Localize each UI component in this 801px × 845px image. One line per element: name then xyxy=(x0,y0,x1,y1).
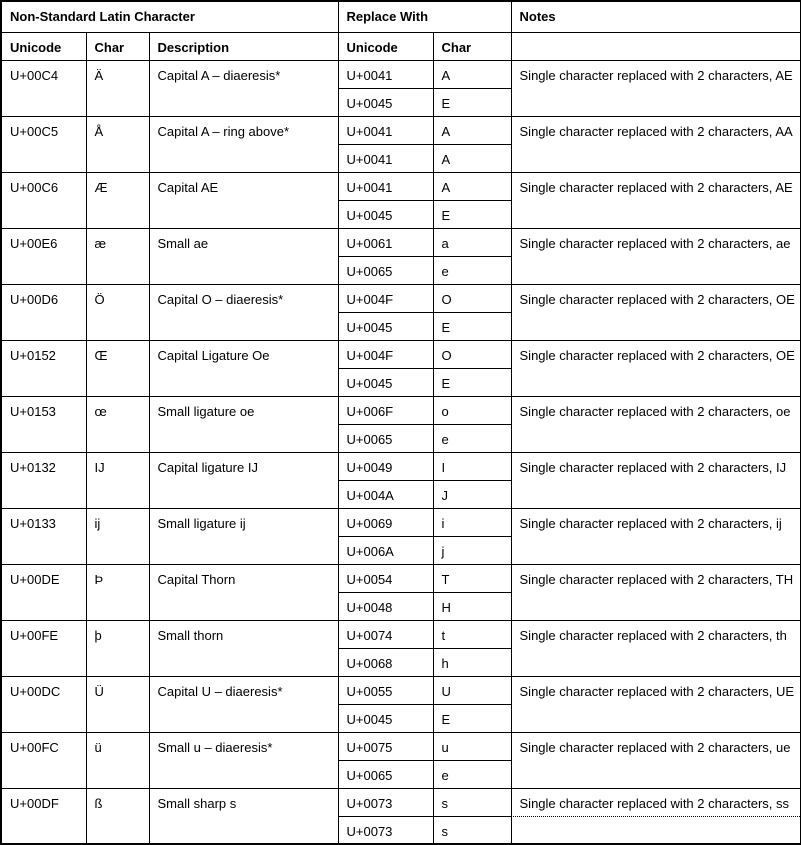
table-row xyxy=(1,396,801,424)
cell-notes: Single character replaced with 2 characters, ae xyxy=(511,228,801,284)
header-col-description: Description xyxy=(149,32,338,60)
cell-source-char: Å xyxy=(86,116,149,172)
cell-source-unicode: U+00FC xyxy=(1,732,86,788)
cell-source-char: Ä xyxy=(86,60,149,116)
header-col-char: Char xyxy=(86,32,149,60)
cell-description: Small thorn xyxy=(149,620,338,676)
table-row xyxy=(1,284,801,312)
cell-source-char: þ xyxy=(86,620,149,676)
cell-description: Capital Ligature Oe xyxy=(149,340,338,396)
cell-description: Small ligature ij xyxy=(149,508,338,564)
cell-notes: Single character replaced with 2 characters, ue xyxy=(511,732,801,788)
cell-description: Capital Thorn xyxy=(149,564,338,620)
cell-replace-unicode: U+004F xyxy=(338,340,433,368)
cell-source-unicode: U+00E6 xyxy=(1,228,86,284)
dotted-divider-line xyxy=(511,816,801,817)
cell-description: Capital A – diaeresis* xyxy=(149,60,338,116)
cell-description: Capital U – diaeresis* xyxy=(149,676,338,732)
cell-notes: Single character replaced with 2 characters, UE xyxy=(511,676,801,732)
cell-replace-char: o xyxy=(433,396,511,424)
cell-replace-unicode: U+0055 xyxy=(338,676,433,704)
cell-source-unicode: U+00C5 xyxy=(1,116,86,172)
cell-replace-unicode: U+0041 xyxy=(338,116,433,144)
cell-source-char: œ xyxy=(86,396,149,452)
cell-replace-char: T xyxy=(433,564,511,592)
table-row xyxy=(1,788,801,816)
cell-replace-unicode: U+0045 xyxy=(338,200,433,228)
header-group-nonstandard: Non-Standard Latin Character xyxy=(1,1,338,32)
table-row xyxy=(1,172,801,200)
cell-description: Capital A – ring above* xyxy=(149,116,338,172)
cell-replace-char: e xyxy=(433,760,511,788)
cell-description: Capital AE xyxy=(149,172,338,228)
cell-notes: Single character replaced with 2 characters, th xyxy=(511,620,801,676)
cell-replace-unicode: U+0073 xyxy=(338,816,433,844)
cell-replace-char: A xyxy=(433,60,511,88)
cell-replace-char: e xyxy=(433,256,511,284)
cell-replace-unicode: U+0065 xyxy=(338,256,433,284)
cell-replace-unicode: U+0069 xyxy=(338,508,433,536)
header-col-unicode: Unicode xyxy=(1,32,86,60)
table-row xyxy=(1,676,801,704)
cell-replace-unicode: U+0049 xyxy=(338,452,433,480)
cell-source-char: Ü xyxy=(86,676,149,732)
cell-replace-unicode: U+006F xyxy=(338,396,433,424)
header-notes-empty xyxy=(511,32,801,60)
cell-source-unicode: U+00C6 xyxy=(1,172,86,228)
cell-source-char: Ö xyxy=(86,284,149,340)
cell-replace-char: E xyxy=(433,312,511,340)
table-row xyxy=(1,452,801,480)
cell-source-unicode: U+00FE xyxy=(1,620,86,676)
cell-source-char: ß xyxy=(86,788,149,844)
cell-replace-char: a xyxy=(433,228,511,256)
cell-source-char: æ xyxy=(86,228,149,284)
cell-notes: Single character replaced with 2 characters, AA xyxy=(511,116,801,172)
cell-replace-unicode: U+0054 xyxy=(338,564,433,592)
table-body xyxy=(1,60,801,844)
cell-replace-unicode: U+0045 xyxy=(338,312,433,340)
cell-replace-char: t xyxy=(433,620,511,648)
cell-notes: Single character replaced with 2 characters, OE xyxy=(511,340,801,396)
cell-replace-unicode: U+0074 xyxy=(338,620,433,648)
cell-notes: Single character replaced with 2 characters, IJ xyxy=(511,452,801,508)
cell-source-char: IJ xyxy=(86,452,149,508)
cell-replace-char: i xyxy=(433,508,511,536)
cell-replace-unicode: U+0075 xyxy=(338,732,433,760)
cell-replace-unicode: U+0061 xyxy=(338,228,433,256)
table-row xyxy=(1,564,801,592)
header-group-replace-with: Replace With xyxy=(338,1,511,32)
cell-replace-unicode: U+0048 xyxy=(338,592,433,620)
cell-source-unicode: U+00DC xyxy=(1,676,86,732)
cell-replace-unicode: U+004F xyxy=(338,284,433,312)
cell-replace-char: E xyxy=(433,368,511,396)
cell-replace-char: h xyxy=(433,648,511,676)
cell-description: Small sharp s xyxy=(149,788,338,844)
cell-source-char: Æ xyxy=(86,172,149,228)
cell-replace-char: s xyxy=(433,816,511,844)
cell-notes: Single character replaced with 2 characters, oe xyxy=(511,396,801,452)
cell-notes: Single character replaced with 2 characters, AE xyxy=(511,60,801,116)
header-col-replace-char: Char xyxy=(433,32,511,60)
cell-replace-unicode: U+0041 xyxy=(338,144,433,172)
cell-notes: Single character replaced with 2 characters, TH xyxy=(511,564,801,620)
cell-replace-unicode: U+0065 xyxy=(338,424,433,452)
cell-replace-unicode: U+0045 xyxy=(338,368,433,396)
cell-replace-unicode: U+006A xyxy=(338,536,433,564)
cell-notes: Single character replaced with 2 characters, OE xyxy=(511,284,801,340)
cell-replace-char: O xyxy=(433,340,511,368)
header-col-replace-unicode: Unicode xyxy=(338,32,433,60)
cell-replace-unicode: U+0045 xyxy=(338,704,433,732)
cell-replace-char: O xyxy=(433,284,511,312)
cell-source-char: Þ xyxy=(86,564,149,620)
cell-replace-unicode: U+0041 xyxy=(338,60,433,88)
cell-replace-char: E xyxy=(433,704,511,732)
cell-replace-char: J xyxy=(433,480,511,508)
cell-source-unicode: U+0152 xyxy=(1,340,86,396)
header-group-notes: Notes xyxy=(511,1,801,32)
cell-replace-char: u xyxy=(433,732,511,760)
cell-replace-unicode: U+0068 xyxy=(338,648,433,676)
cell-replace-char: e xyxy=(433,424,511,452)
cell-replace-char: E xyxy=(433,200,511,228)
cell-replace-char: j xyxy=(433,536,511,564)
cell-replace-char: s xyxy=(433,788,511,816)
table-row xyxy=(1,732,801,760)
cell-source-unicode: U+00C4 xyxy=(1,60,86,116)
cell-notes: Single character replaced with 2 characters, ij xyxy=(511,508,801,564)
cell-replace-char: H xyxy=(433,592,511,620)
cell-notes: Single character replaced with 2 characters, AE xyxy=(511,172,801,228)
cell-replace-unicode: U+0041 xyxy=(338,172,433,200)
cell-source-unicode: U+00DE xyxy=(1,564,86,620)
cell-description: Capital ligature IJ xyxy=(149,452,338,508)
cell-source-char: Œ xyxy=(86,340,149,396)
table-header xyxy=(1,1,801,60)
cell-source-char: ij xyxy=(86,508,149,564)
cell-replace-char: I xyxy=(433,452,511,480)
cell-replace-char: A xyxy=(433,172,511,200)
table-row xyxy=(1,508,801,536)
cell-replace-char: A xyxy=(433,144,511,172)
cell-replace-char: E xyxy=(433,88,511,116)
table-row xyxy=(1,116,801,144)
table-row xyxy=(1,340,801,368)
cell-description: Capital O – diaeresis* xyxy=(149,284,338,340)
cell-replace-unicode: U+0045 xyxy=(338,88,433,116)
cell-replace-char: A xyxy=(433,116,511,144)
cell-source-unicode: U+0153 xyxy=(1,396,86,452)
table-row xyxy=(1,620,801,648)
table-row xyxy=(1,228,801,256)
cell-replace-unicode: U+0073 xyxy=(338,788,433,816)
cell-replace-unicode: U+004A xyxy=(338,480,433,508)
cell-source-unicode: U+00D6 xyxy=(1,284,86,340)
cell-description: Small ae xyxy=(149,228,338,284)
cell-description: Small ligature oe xyxy=(149,396,338,452)
cell-source-unicode: U+0133 xyxy=(1,508,86,564)
cell-notes: Single character replaced with 2 characters, ss xyxy=(511,788,801,844)
table-row xyxy=(1,60,801,88)
cell-description: Small u – diaeresis* xyxy=(149,732,338,788)
cell-source-char: ü xyxy=(86,732,149,788)
cell-source-unicode: U+0132 xyxy=(1,452,86,508)
cell-replace-char: U xyxy=(433,676,511,704)
cell-source-unicode: U+00DF xyxy=(1,788,86,844)
cell-replace-unicode: U+0065 xyxy=(338,760,433,788)
